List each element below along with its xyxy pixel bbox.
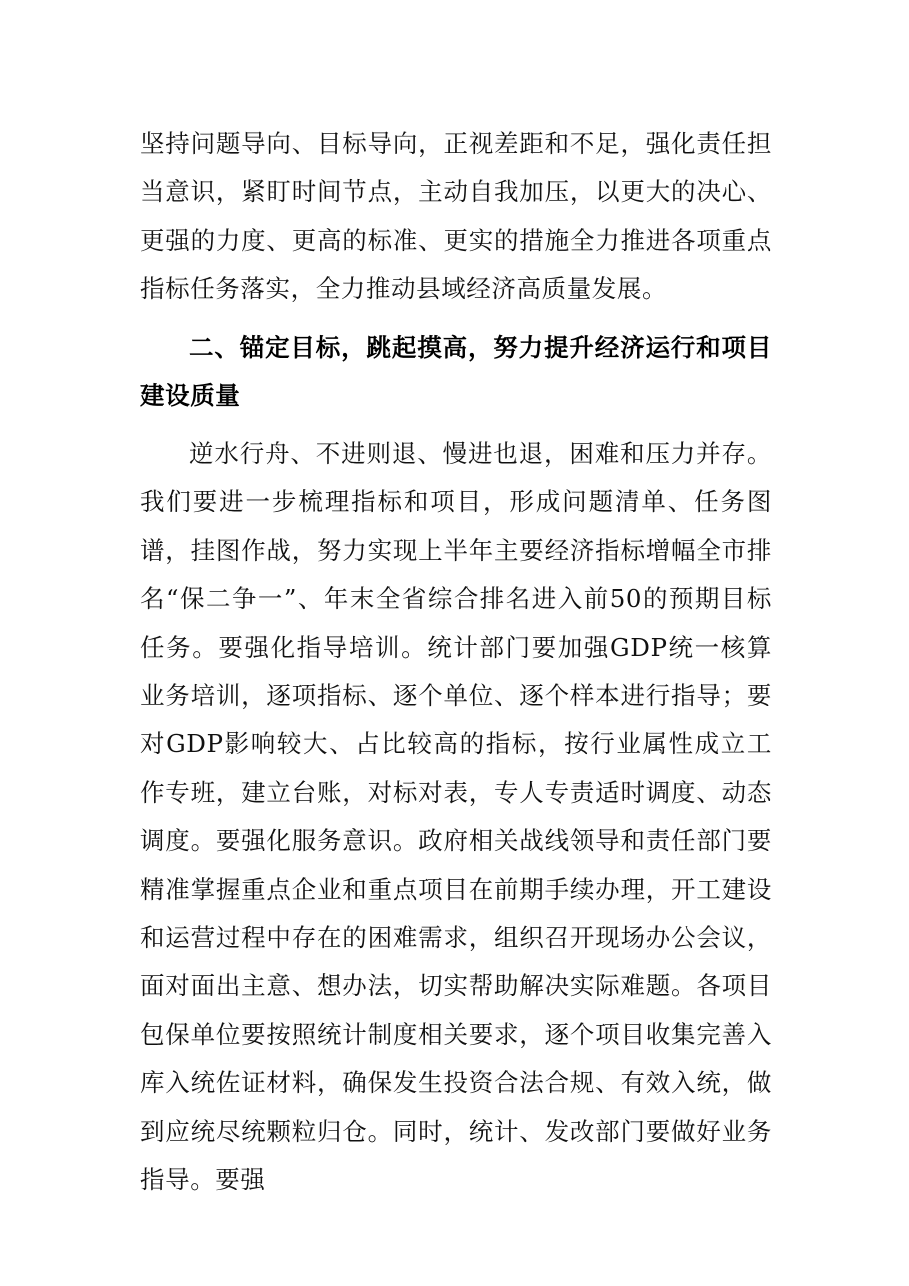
section-heading: 二、锚定目标，跳起摸高，努力提升经济运行和项目建设质量 <box>140 333 772 411</box>
body-paragraph: 逆水行舟、不进则退、慢进也退，困难和压力并存。我们要进一步梳理指标和项目，形成问题清单、任务图谱，挂图作战，努力实现上半年主要经济指标增幅全市排名“保二争一”、年末全省综合排名进入前50的预期目标任务。要强化指导培训。统计部门要加强GDP统一核算业务培训，逐项指标、逐个单位、逐个样本进行指导；要对GDP影响较大、占比较高的指标，按行业属性成立工作专班，建立台账，对标对表，专人专责适时调度、动态调度。要强化服务意识。政府相关战线领导和责任部门要精准掌握重点企业和重点项目在前期手续办理，开工建设和运营过程中存在的困难需求，组织召开现场办公会议，面对面出主意、想办法，切实帮助解决实际难题。各项目包保单位要按照统计制度相关要求，逐个项目收集完善入库入统佐证材料，确保发生投资合法合规、有效入统，做到应统尽统颗粒归仓。同时，统计、发改部门要做好业务指导。要强 <box>140 439 772 1195</box>
body-paragraph: 坚持问题导向、目标导向，正视差距和不足，强化责任担当意识，紧盯时间节点，主动自我加压，以更大的决心、更强的力度、更高的标准、更实的措施全力推进各项重点指标任务落实，全力推动县域经济高质量发展。 <box>140 129 772 304</box>
